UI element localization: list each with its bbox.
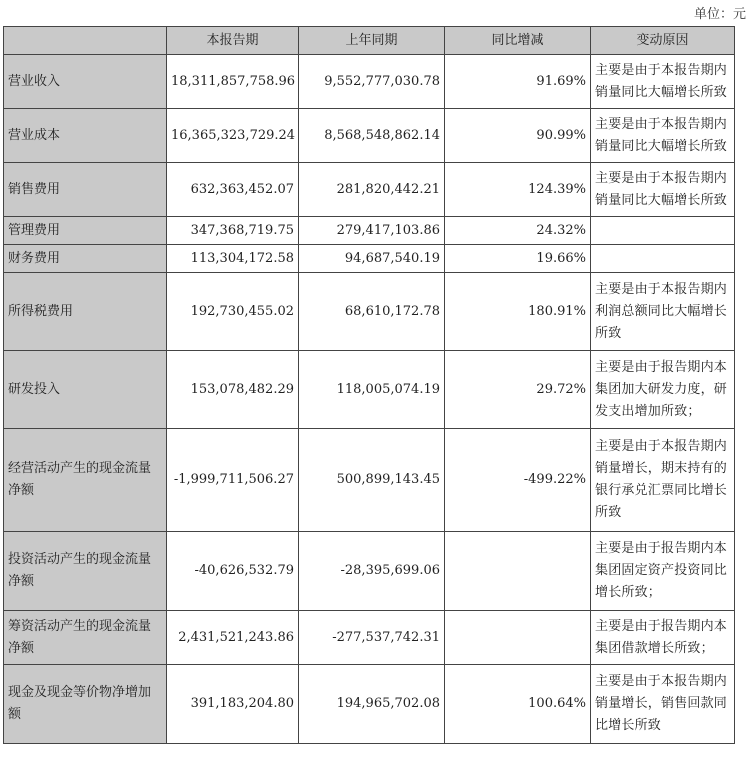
row-label: 管理费用 (4, 217, 167, 245)
current-value: -1,999,711,506.27 (167, 429, 299, 532)
header-current-period: 本报告期 (167, 27, 299, 55)
change-value: 24.32% (445, 217, 591, 245)
row-label: 营业收入 (4, 55, 167, 109)
prior-value: -28,395,699.06 (299, 532, 445, 611)
table-row (4, 217, 735, 245)
table-row (4, 429, 735, 532)
table-row (4, 665, 735, 744)
current-value: 113,304,172.58 (167, 245, 299, 273)
change-value (445, 611, 591, 665)
current-value: 2,431,521,243.86 (167, 611, 299, 665)
current-value: 16,365,323,729.24 (167, 109, 299, 163)
table-row (4, 611, 735, 665)
table-header-row (4, 27, 735, 55)
prior-value: 194,965,702.08 (299, 665, 445, 744)
table-row (4, 55, 735, 109)
row-label: 销售费用 (4, 163, 167, 217)
header-item (4, 27, 167, 55)
current-value: 632,363,452.07 (167, 163, 299, 217)
reason-text: 主要是由于报告期内本集团加大研发力度，研发支出增加所致； (591, 351, 735, 429)
row-label: 投资活动产生的现金流量净额 (4, 532, 167, 611)
reason-text: 主要是由于报告期内本集团借款增长所致； (591, 611, 735, 665)
header-prior-period: 上年同期 (299, 27, 445, 55)
prior-value: 118,005,074.19 (299, 351, 445, 429)
row-label: 营业成本 (4, 109, 167, 163)
change-value: 19.66% (445, 245, 591, 273)
reason-text: 主要是由于本报告期内销量增长，期末持有的银行承兑汇票同比增长所致 (591, 429, 735, 532)
unit-label: 单位：元 (693, 7, 746, 22)
header-change-reason: 变动原因 (591, 27, 735, 55)
table-row (4, 273, 735, 351)
prior-value: 68,610,172.78 (299, 273, 445, 351)
current-value: 153,078,482.29 (167, 351, 299, 429)
financial-comparison-table (3, 26, 735, 744)
prior-value: 281,820,442.21 (299, 163, 445, 217)
current-value: -40,626,532.79 (167, 532, 299, 611)
current-value: 347,368,719.75 (167, 217, 299, 245)
table-row (4, 163, 735, 217)
table-row (4, 532, 735, 611)
change-value: 180.91% (445, 273, 591, 351)
reason-text: 主要是由于本报告期内销量同比大幅增长所致 (591, 55, 735, 109)
prior-value: 94,687,540.19 (299, 245, 445, 273)
table-row (4, 245, 735, 273)
current-value: 18,311,857,758.96 (167, 55, 299, 109)
change-value (445, 532, 591, 611)
current-value: 192,730,455.02 (167, 273, 299, 351)
reason-text: 主要是由于本报告期内销量增长，销售回款同比增长所致 (591, 665, 735, 744)
reason-text: 主要是由于本报告期内利润总额同比大幅增长所致 (591, 273, 735, 351)
change-value: 124.39% (445, 163, 591, 217)
reason-text: 主要是由于本报告期内销量同比大幅增长所致 (591, 163, 735, 217)
change-value: 100.64% (445, 665, 591, 744)
table-row (4, 109, 735, 163)
reason-text: 主要是由于报告期内本集团固定资产投资同比增长所致； (591, 532, 735, 611)
reason-text: 主要是由于本报告期内销量同比大幅增长所致 (591, 109, 735, 163)
current-value: 391,183,204.80 (167, 665, 299, 744)
reason-text (591, 217, 735, 245)
prior-value: 500,899,143.45 (299, 429, 445, 532)
prior-value: -277,537,742.31 (299, 611, 445, 665)
prior-value: 8,568,548,862.14 (299, 109, 445, 163)
row-label: 经营活动产生的现金流量净额 (4, 429, 167, 532)
row-label: 所得税费用 (4, 273, 167, 351)
change-value: 91.69% (445, 55, 591, 109)
table-row (4, 351, 735, 429)
header-yoy-change: 同比增减 (445, 27, 591, 55)
change-value: 29.72% (445, 351, 591, 429)
reason-text (591, 245, 735, 273)
prior-value: 279,417,103.86 (299, 217, 445, 245)
prior-value: 9,552,777,030.78 (299, 55, 445, 109)
change-value: -499.22% (445, 429, 591, 532)
row-label: 财务费用 (4, 245, 167, 273)
change-value: 90.99% (445, 109, 591, 163)
row-label: 研发投入 (4, 351, 167, 429)
row-label: 现金及现金等价物净增加额 (4, 665, 167, 744)
row-label: 筹资活动产生的现金流量净额 (4, 611, 167, 665)
